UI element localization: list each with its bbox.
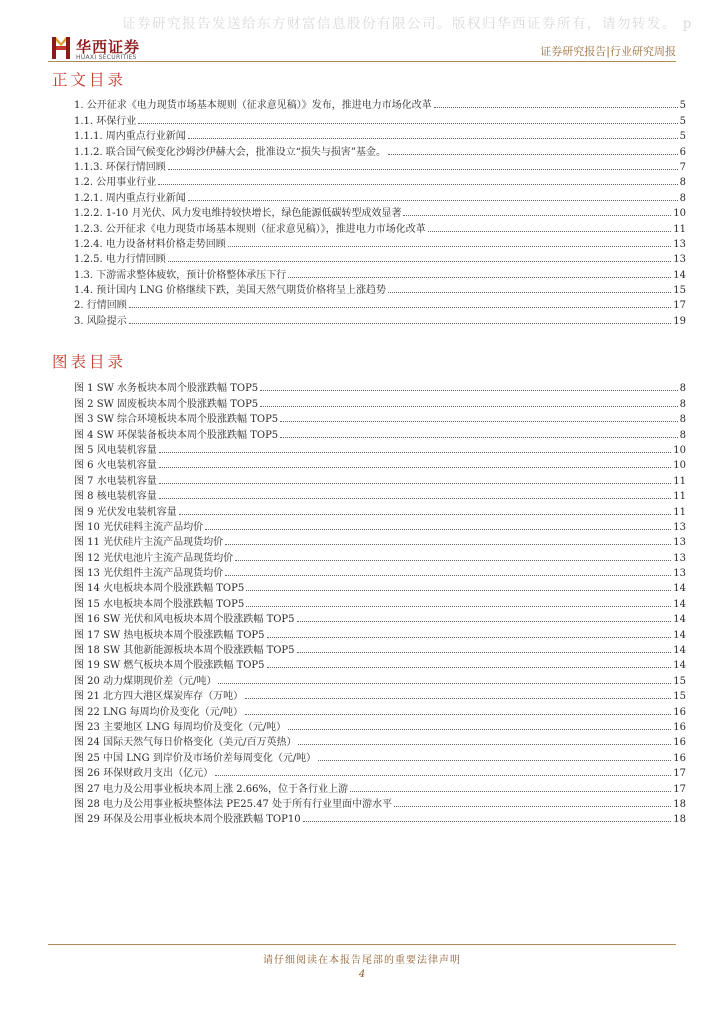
toc-entry-text: 1.2.2. 1-10 月光伏、风力发电维持较快增长，绿色能源低碳转型成效显著 (74, 208, 402, 220)
figure-entry[interactable] (74, 548, 686, 563)
leader-dots (225, 544, 671, 545)
leader-dots (298, 744, 671, 745)
figure-entry[interactable] (74, 656, 686, 671)
figures-title: 图表目录 (52, 353, 127, 371)
leader-dots (428, 231, 671, 232)
toc-entry-text: 1.4. 预计国内 LNG 价格继续下跌，美国天然气期货价格将呈上涨趋势 (74, 285, 386, 297)
toc-entry-page: 5 (679, 100, 686, 112)
leader-dots (280, 421, 677, 422)
toc-entry[interactable] (74, 219, 686, 234)
figure-entry[interactable] (74, 502, 686, 517)
figure-entry-page: 8 (679, 414, 686, 426)
figure-entry[interactable] (74, 810, 686, 825)
leader-dots (403, 215, 671, 216)
toc-entry[interactable] (74, 250, 686, 265)
figure-entry[interactable] (74, 594, 686, 609)
leader-dots (350, 791, 671, 792)
leader-dots (159, 467, 672, 468)
figure-entry-text: 图 27 电力及公用事业板块本周上涨 2.66%，位于各行业上游 (74, 783, 349, 795)
figure-entry-page: 16 (673, 752, 686, 764)
leader-dots (225, 575, 671, 576)
leader-dots (179, 514, 672, 515)
leader-dots (394, 806, 671, 807)
figure-entry-page: 17 (673, 768, 686, 780)
figure-entry-text: 图 5 风电装机容量 (74, 444, 157, 456)
toc-entry[interactable] (74, 127, 686, 142)
figure-entry[interactable] (74, 533, 686, 548)
figure-entry-page: 14 (673, 598, 686, 610)
figure-entry-text: 图 20 动力煤期现价差（元/吨） (74, 675, 217, 687)
leader-dots (218, 683, 671, 684)
figure-list (74, 379, 686, 825)
leader-dots (434, 107, 678, 108)
header-divider (48, 61, 676, 62)
figure-entry-text: 图 17 SW 热电板块本周个股涨跌幅 TOP5 (74, 629, 265, 641)
figure-entry-page: 14 (673, 629, 686, 641)
figure-entry[interactable] (74, 441, 686, 456)
figure-entry[interactable] (74, 764, 686, 779)
leader-dots (159, 452, 672, 453)
figure-entry[interactable] (74, 702, 686, 717)
toc-entry-page: 10 (673, 208, 686, 220)
figure-entry[interactable] (74, 425, 686, 440)
figure-entry[interactable] (74, 456, 686, 471)
leader-dots (260, 390, 677, 391)
footer-divider (48, 944, 676, 945)
figure-entry[interactable] (74, 718, 686, 733)
toc-entry-page: 5 (679, 131, 686, 143)
toc-entry[interactable] (74, 173, 686, 188)
figure-entry-page: 16 (673, 721, 686, 733)
leader-dots (138, 123, 677, 124)
figure-entry-text: 图 12 光伏电池片主流产品现货均价 (74, 552, 234, 564)
toc-entry-page: 8 (679, 177, 686, 189)
figure-entry-text: 图 21 北方四大港区煤炭库存（万吨） (74, 691, 244, 703)
leader-dots (318, 760, 671, 761)
figure-entry[interactable] (74, 610, 686, 625)
figure-entry-page: 13 (673, 521, 686, 533)
leader-dots (246, 606, 671, 607)
figure-entry-page: 13 (673, 568, 686, 580)
toc-entry[interactable] (74, 158, 686, 173)
figure-entry-page: 10 (673, 444, 686, 456)
toc-entry-text: 1.2. 公用事业行业 (74, 177, 157, 189)
figure-entry-page: 11 (673, 475, 686, 487)
toc-entry-text: 1.1.2. 联合国气候变化沙姆沙伊赫大会，批准设立“损失与损害”基金。 (74, 146, 387, 158)
figure-entry-page: 11 (673, 506, 686, 518)
toc-entry[interactable] (74, 96, 686, 111)
toc-entry[interactable] (74, 111, 686, 126)
figure-entry-page: 17 (673, 783, 686, 795)
leader-dots (188, 200, 678, 201)
leader-dots (129, 323, 672, 324)
figure-entry[interactable] (74, 394, 686, 409)
figure-entry-text: 图 6 火电装机容量 (74, 460, 157, 472)
figure-entry[interactable] (74, 471, 686, 486)
figure-entry-text: 图 28 电力及公用事业板块整体法 PE25.47 处于所有行业里面中游水平 (74, 798, 393, 810)
figure-entry[interactable] (74, 579, 686, 594)
figure-entry-page: 16 (673, 706, 686, 718)
toc-entry-page: 6 (679, 146, 686, 158)
toc-entry-page: 8 (679, 192, 686, 204)
leader-dots (288, 729, 671, 730)
toc-entry-text: 1.3. 下游需求整体疲软，预计价格整体承压下行 (74, 269, 287, 281)
toc-entry-text: 1.1. 环保行业 (74, 115, 137, 127)
leader-dots (235, 560, 671, 561)
legal-notice: 请仔细阅读在本报告尾部的重要法律声明 (263, 955, 461, 966)
figure-entry-page: 11 (673, 491, 686, 503)
figure-entry-page: 15 (673, 675, 686, 687)
toc-entry[interactable] (74, 265, 686, 280)
figure-entry-text: 图 19 SW 燃气板块本周个股涨跌幅 TOP5 (74, 660, 265, 672)
figure-entry-text: 图 9 光伏发电装机容量 (74, 506, 177, 518)
toc-entry-text: 1.1.1. 周内重点行业新闻 (74, 131, 186, 143)
logo-text-en: HUAXI SECURITIES (76, 54, 137, 61)
figure-entry-text: 图 11 光伏硅片主流产品现货均价 (74, 537, 224, 549)
leader-dots (159, 498, 672, 499)
toc-entry-text: 2. 行情回顾 (74, 300, 127, 312)
leader-dots (168, 261, 671, 262)
figure-entry-text: 图 8 核电装机容量 (74, 491, 157, 503)
figure-entry[interactable] (74, 671, 686, 686)
toc-entry-page: 14 (673, 269, 686, 281)
logo-text-cn: 华西证券 (76, 38, 141, 56)
figure-entry-text: 图 23 主要地区 LNG 每周均价及变化（元/吨） (74, 721, 287, 733)
leader-dots (228, 246, 671, 247)
toc-entry-page: 13 (673, 254, 686, 266)
leader-dots (246, 590, 671, 591)
figure-entry-page: 14 (673, 614, 686, 626)
figure-entry-text: 图 2 SW 固废板块本周个股涨跌幅 TOP5 (74, 398, 259, 410)
leader-dots (129, 307, 672, 308)
figure-entry[interactable] (74, 795, 686, 810)
figure-entry-page: 16 (673, 737, 686, 749)
leader-dots (280, 437, 677, 438)
figure-entry-page: 15 (673, 691, 686, 703)
figure-entry[interactable] (74, 733, 686, 748)
figure-entry[interactable] (74, 779, 686, 794)
figure-entry-page: 8 (679, 383, 686, 395)
toc-entry-page: 5 (679, 115, 686, 127)
toc-entry[interactable] (74, 235, 686, 250)
toc-entry[interactable] (74, 204, 686, 219)
figure-entry-page: 14 (673, 660, 686, 672)
watermark: 证券研究报告发送给东方财富信息股份有限公司。版权归华西证券所有，请勿转发。 p (122, 16, 693, 32)
figure-entry[interactable] (74, 410, 686, 425)
figure-entry[interactable] (74, 564, 686, 579)
figure-entry-page: 10 (673, 460, 686, 472)
leader-dots (245, 698, 671, 699)
toc-entry[interactable] (74, 296, 686, 311)
figure-entry-text: 图 16 SW 光伏和风电板块本周个股涨跌幅 TOP5 (74, 614, 295, 626)
figure-entry[interactable] (74, 748, 686, 763)
figure-entry[interactable] (74, 518, 686, 533)
toc-title: 正文目录 (52, 71, 127, 89)
leader-dots (188, 138, 678, 139)
leader-dots (388, 292, 671, 293)
figure-entry-text: 图 18 SW 其他新能源板块本周个股涨跌幅 TOP5 (74, 645, 295, 657)
toc-list (74, 96, 686, 327)
toc-entry-text: 1. 公开征求《电力现货市场基本规则（征求意见稿）》发布，推进电力市场化改革 (74, 100, 432, 112)
figure-entry[interactable] (74, 641, 686, 656)
leader-dots (288, 277, 671, 278)
figure-entry-page: 18 (673, 814, 686, 826)
toc-entry-text: 3. 风险提示 (74, 315, 127, 327)
report-type-label: 证券研究报告|行业研究周报 (540, 45, 676, 58)
leader-dots (297, 652, 672, 653)
figure-entry-text: 图 24 国际天然气每日价格变化（美元/百万英热） (74, 737, 297, 749)
figure-entry-text: 图 22 LNG 每周均价及变化（元/吨） (74, 706, 244, 718)
figure-entry-page: 13 (673, 552, 686, 564)
toc-entry-page: 7 (679, 161, 686, 173)
page-number: 4 (358, 969, 366, 980)
leader-dots (260, 406, 677, 407)
figure-entry-page: 14 (673, 645, 686, 657)
figure-entry-text: 图 1 SW 水务板块本周个股涨跌幅 TOP5 (74, 383, 259, 395)
figure-entry[interactable] (74, 487, 686, 502)
toc-entry-page: 13 (673, 238, 686, 250)
toc-entry-text: 1.2.4. 电力设备材料价格走势回顾 (74, 238, 226, 250)
figure-entry-page: 18 (673, 798, 686, 810)
figure-entry-text: 图 10 光伏硅料主流产品均价 (74, 521, 204, 533)
figure-entry-text: 图 26 环保财政月支出（亿元） (74, 768, 214, 780)
toc-entry-text: 1.1.3. 环保行情回顾 (74, 161, 166, 173)
figure-entry[interactable] (74, 687, 686, 702)
leader-dots (159, 483, 672, 484)
figure-entry-text: 图 13 光伏组件主流产品现货均价 (74, 568, 224, 580)
figure-entry[interactable] (74, 379, 686, 394)
figure-entry-text: 图 7 水电装机容量 (74, 475, 157, 487)
toc-entry-text: 1.2.1. 周内重点行业新闻 (74, 192, 186, 204)
toc-entry[interactable] (74, 281, 686, 296)
figure-entry-page: 8 (679, 429, 686, 441)
toc-entry-text: 1.2.5. 电力行情回顾 (74, 254, 166, 266)
figure-entry-text: 图 15 水电板块本周个股涨跌幅 TOP5 (74, 598, 245, 610)
leader-dots (388, 154, 678, 155)
figure-entry-text: 图 3 SW 综合环境板块本周个股涨跌幅 TOP5 (74, 414, 279, 426)
leader-dots (215, 775, 671, 776)
figure-entry-text: 图 14 火电板块本周个股涨跌幅 TOP5 (74, 583, 245, 595)
toc-entry[interactable] (74, 142, 686, 157)
leader-dots (168, 169, 678, 170)
toc-entry-text: 1.2.3. 公开征求《电力现货市场基本规则（征求意见稿）》，推进电力市场化改革 (74, 223, 426, 235)
leader-dots (267, 667, 672, 668)
leader-dots (267, 637, 672, 638)
figure-entry-text: 图 4 SW 环保装备板块本周个股涨跌幅 TOP5 (74, 429, 279, 441)
leader-dots (245, 714, 671, 715)
leader-dots (205, 529, 671, 530)
toc-entry-page: 19 (673, 315, 686, 327)
toc-entry-page: 15 (673, 285, 686, 297)
figure-entry-page: 8 (679, 398, 686, 410)
huaxi-logo-icon (52, 35, 70, 61)
figure-entry-page: 14 (673, 583, 686, 595)
leader-dots (303, 821, 672, 822)
toc-entry-page: 17 (673, 300, 686, 312)
figure-entry-page: 13 (673, 537, 686, 549)
leader-dots (158, 184, 677, 185)
brand-logo (52, 35, 172, 63)
figure-entry[interactable] (74, 625, 686, 640)
toc-entry[interactable] (74, 311, 686, 326)
figure-entry-text: 图 29 环保及公用事业板块本周个股涨跌幅 TOP10 (74, 814, 301, 826)
toc-entry-page: 11 (673, 223, 686, 235)
toc-entry[interactable] (74, 188, 686, 203)
leader-dots (297, 621, 672, 622)
figure-entry-text: 图 25 中国 LNG 到岸价及市场价差每周变化（元/吨） (74, 752, 317, 764)
